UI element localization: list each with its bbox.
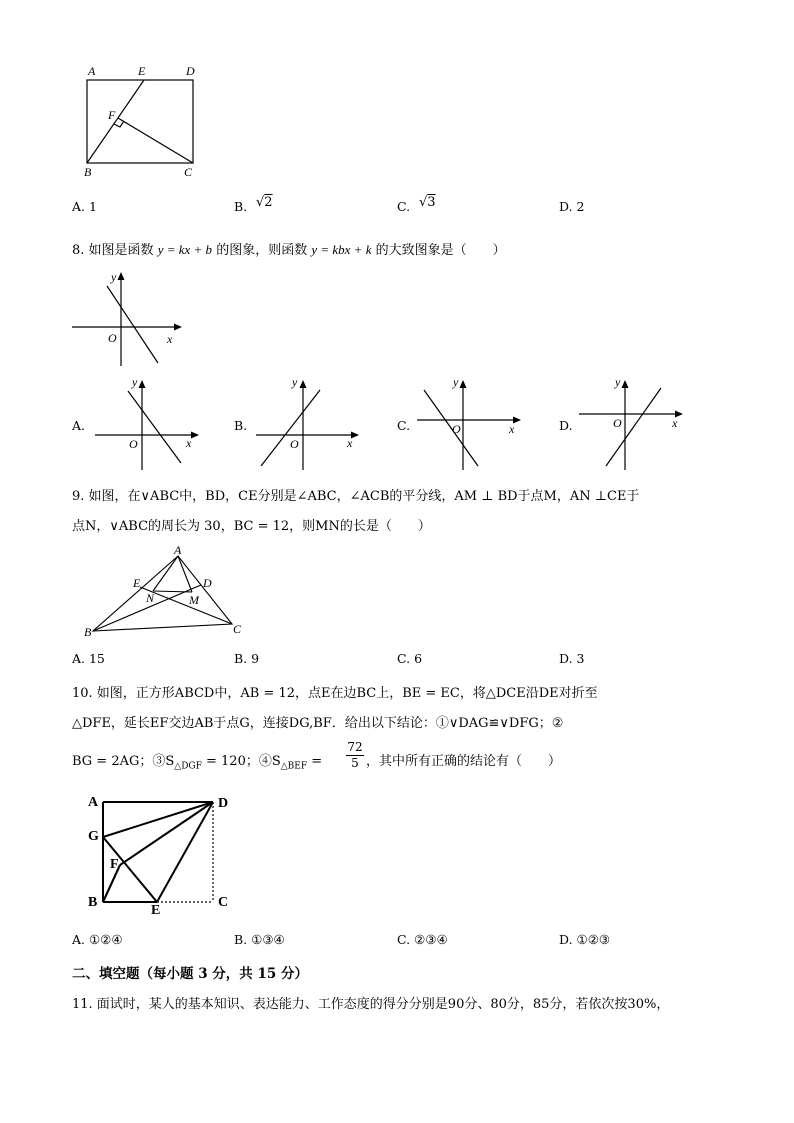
q10-label-b: B [88, 895, 98, 910]
q10-line3-c: = [307, 754, 323, 769]
q7-label-c: C [184, 165, 193, 179]
q9-stem-line1: 9. 如图，在∨ABC中，BD，CE分别是∠ABC，∠ACB的平分线，AM ⊥ BD于点M，AN ⊥CE于 [72, 489, 640, 504]
q7-option-b: B. [234, 199, 248, 214]
q8-main-x-label: x [167, 332, 173, 346]
q10-option-c: C. ②③④ [397, 932, 448, 947]
q8-d-x: x [672, 416, 678, 430]
q9-label-m: M [189, 593, 199, 607]
q8-option-b: B. [234, 418, 248, 433]
q7-option-a: A. 1 [72, 199, 97, 214]
q8-option-c: C. [397, 418, 411, 433]
q10-line3-b: = 120；④S [201, 754, 281, 769]
q9-label-a: A [174, 543, 182, 557]
q8-d-origin: O [613, 416, 622, 430]
q10-sub2: △BEF [280, 761, 308, 772]
q8-option-d: D. [559, 418, 573, 433]
q10-stem-line1: 10. 如图，正方形ABCD中，AB = 12，点E在边BC上，BE = EC，将△DCE沿DE对折至 [72, 686, 598, 701]
q9-option-c: C. 6 [397, 651, 423, 666]
q9-option-a: A. 15 [72, 651, 105, 666]
q8-a-x: x [186, 436, 192, 450]
q10-label-c: C [218, 895, 229, 910]
q7-option-d: D. 2 [559, 199, 585, 214]
q9-label-d: D [203, 576, 212, 590]
q10-line3-d: ，其中所有正确的结论有（ ） [366, 754, 562, 769]
q10-option-d: D. ①②③ [559, 932, 611, 947]
q7-label-f: F [108, 108, 116, 122]
q11-stem-line1: 11. 面试时，某人的基本知识、表达能力、工作态度的得分分别是90分、80分，85分，若依次按30%， [72, 997, 670, 1012]
q10-frac-den: 5 [351, 756, 359, 770]
q8-eq1: y = kx + b [157, 242, 213, 257]
q9-option-b: B. 9 [234, 651, 260, 666]
q7-label-a: A [88, 64, 96, 78]
q10-label-f: F [110, 857, 119, 872]
q7-label-d: D [186, 64, 195, 78]
q9-stem-line2: 点N，∨ABC的周长为 30，BC = 12，则MN的长是（ ） [72, 519, 431, 534]
q8-main-y-label: y [111, 270, 117, 284]
q7-label-e: E [138, 64, 146, 78]
q8-c-origin: O [452, 422, 461, 436]
q10-frac-num: 72 [347, 740, 363, 754]
q8-main-origin: O [108, 331, 117, 345]
q9-option-d: D. 3 [559, 651, 585, 666]
q10-label-e: E [151, 903, 161, 918]
q10-sub1: △DGF [174, 761, 202, 772]
q8-stem-mid: 的图象，则函数 [216, 243, 308, 258]
q8-c-x: x [509, 422, 515, 436]
q8-d-y: y [615, 375, 621, 389]
q7-option-c-sqrt: √3 [419, 195, 436, 210]
q8-option-a: A. [72, 418, 86, 433]
q10-option-b: B. ①③④ [234, 932, 285, 947]
q8-eq2: y = kbx + k [311, 242, 372, 257]
q10-option-a: A. ①②④ [72, 932, 123, 947]
q8-stem-suffix: 的大致图象是（ ） [375, 243, 506, 258]
q8-a-y: y [132, 375, 138, 389]
q10-stem-line2: △DFE，延长EF交边AB于点G，连接DG,BF．给出以下结论：①∨DAG≌∨DFG；② [72, 716, 564, 731]
q8-b-origin: O [290, 437, 299, 451]
q8-b-y: y [292, 375, 298, 389]
q7-label-b: B [84, 165, 92, 179]
q10-label-a: A [88, 795, 99, 810]
q7-option-b-sqrt: √2 [256, 195, 273, 210]
q10-line3-a: BG = 2AG；③S [72, 754, 175, 769]
section-title-fill-in: 二、填空题（每小题 3 分，共 15 分） [72, 966, 308, 982]
q8-b-x: x [347, 436, 353, 450]
q10-label-d: D [218, 796, 229, 811]
q7-option-c-radicand: 3 [427, 195, 436, 210]
q7-option-c: C. [397, 199, 411, 214]
q8-c-y: y [453, 375, 459, 389]
q9-label-n: N [146, 591, 155, 605]
q9-label-c: C [233, 622, 242, 636]
q8-a-origin: O [129, 437, 138, 451]
q9-label-b: B [84, 625, 92, 639]
q7-option-b-radicand: 2 [264, 195, 273, 210]
q8-stem-prefix: 8. 如图是函数 [72, 243, 154, 258]
q9-label-e: E [133, 576, 141, 590]
q10-label-g: G [88, 829, 99, 844]
